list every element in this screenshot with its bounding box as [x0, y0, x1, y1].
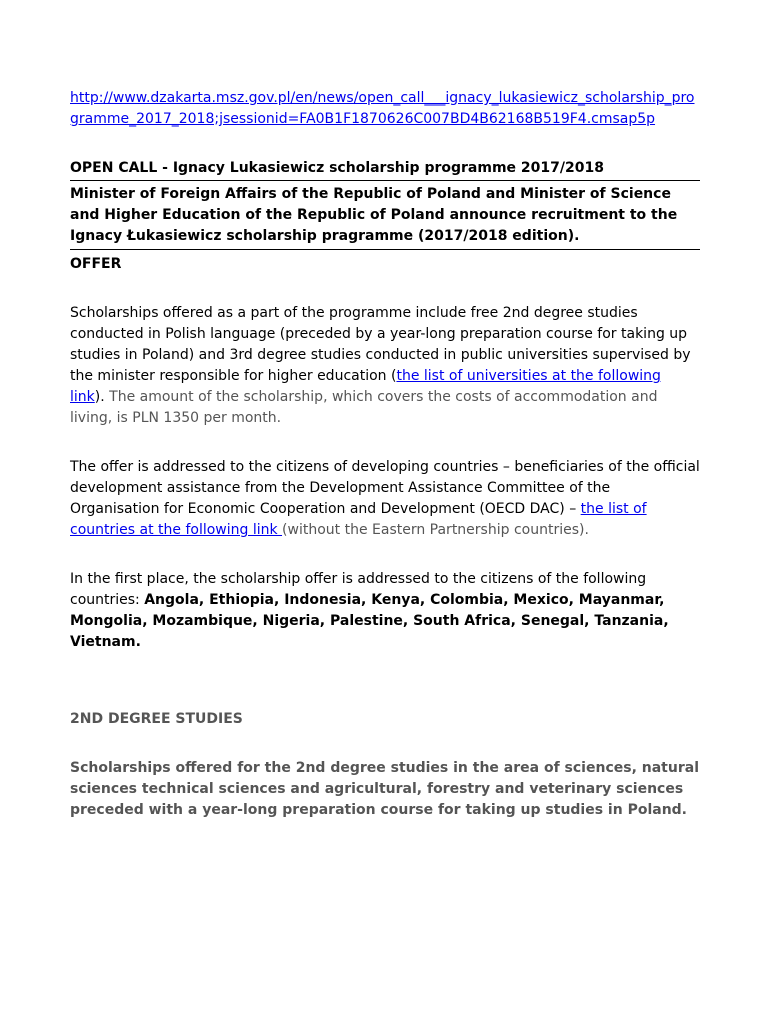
addressed-paragraph	[70, 457, 700, 541]
source-url-link[interactable]: http://www.dzakarta.msz.gov.pl/en/news/open_call___ignacy_lukasiewicz_scholarship_programme_2017_2018;jsessionid=FA0B1F1870626C007BD4B62168B519F4.cmsap5p	[70, 90, 695, 127]
countries-list-link[interactable]: the list of countries at the following link	[70, 501, 647, 538]
first-place-intro: In the first place, the scholarship offer is addressed to the citizens of the following countries:	[70, 571, 647, 608]
addressed-text-start: The offer is addressed to the citizens of developing countries – beneficiaries of the official development assistance from the Development Assistance Committee of the Organisation for Economic Cooperation and Development (OECD DAC) –	[70, 459, 700, 517]
open-call-heading: OPEN CALL - Ignacy Lukasiewicz scholarship programme 2017/2018	[70, 158, 700, 181]
source-url-paragraph	[70, 88, 700, 130]
second-degree-paragraph: Scholarships offered for the 2nd degree studies in the area of sciences, natural sciences technical sciences and agricultural, forestry and veterinary sciences preceded with a year-long preparation course for taking up studies in Poland.	[70, 760, 699, 818]
offer-text-after-link: ).	[94, 389, 110, 405]
first-place-paragraph	[70, 569, 700, 653]
offer-text-start: Scholarships offered as a part of the programme include free 2nd degree studies conducted in Polish language (preceded by a year-long preparation course for taking up studies in Poland) and 3rd degree studies conducted in public universities supervised by the minister responsible for higher education (	[70, 305, 691, 384]
priority-countries-list: Angola, Ethiopia, Indonesia, Kenya, Colombia, Mexico, Mayanmar, Mongolia, Mozambique, Nigeria, Palestine, South Africa, Senegal, Tanzania, Vietnam.	[70, 592, 669, 650]
offer-paragraph	[70, 303, 700, 429]
eastern-partnership-note: (without the Eastern Partnership countries).	[282, 522, 589, 538]
scholarship-amount-text: The amount of the scholarship, which covers the costs of accommodation and living, is PLN 1350 per month.	[70, 389, 658, 426]
second-degree-heading: 2ND DEGREE STUDIES	[70, 711, 243, 727]
offer-heading: OFFER	[70, 256, 122, 272]
universities-list-link[interactable]: the list of universities at the following link	[70, 368, 661, 405]
minister-announcement-heading: Minister of Foreign Affairs of the Republic of Poland and Minister of Science and Higher Education of the Republic of Poland announce recruitment to the Ignacy Łukasiewicz scholarship pragramme (2017/2018 edition).	[70, 184, 700, 250]
document-page	[70, 88, 700, 821]
